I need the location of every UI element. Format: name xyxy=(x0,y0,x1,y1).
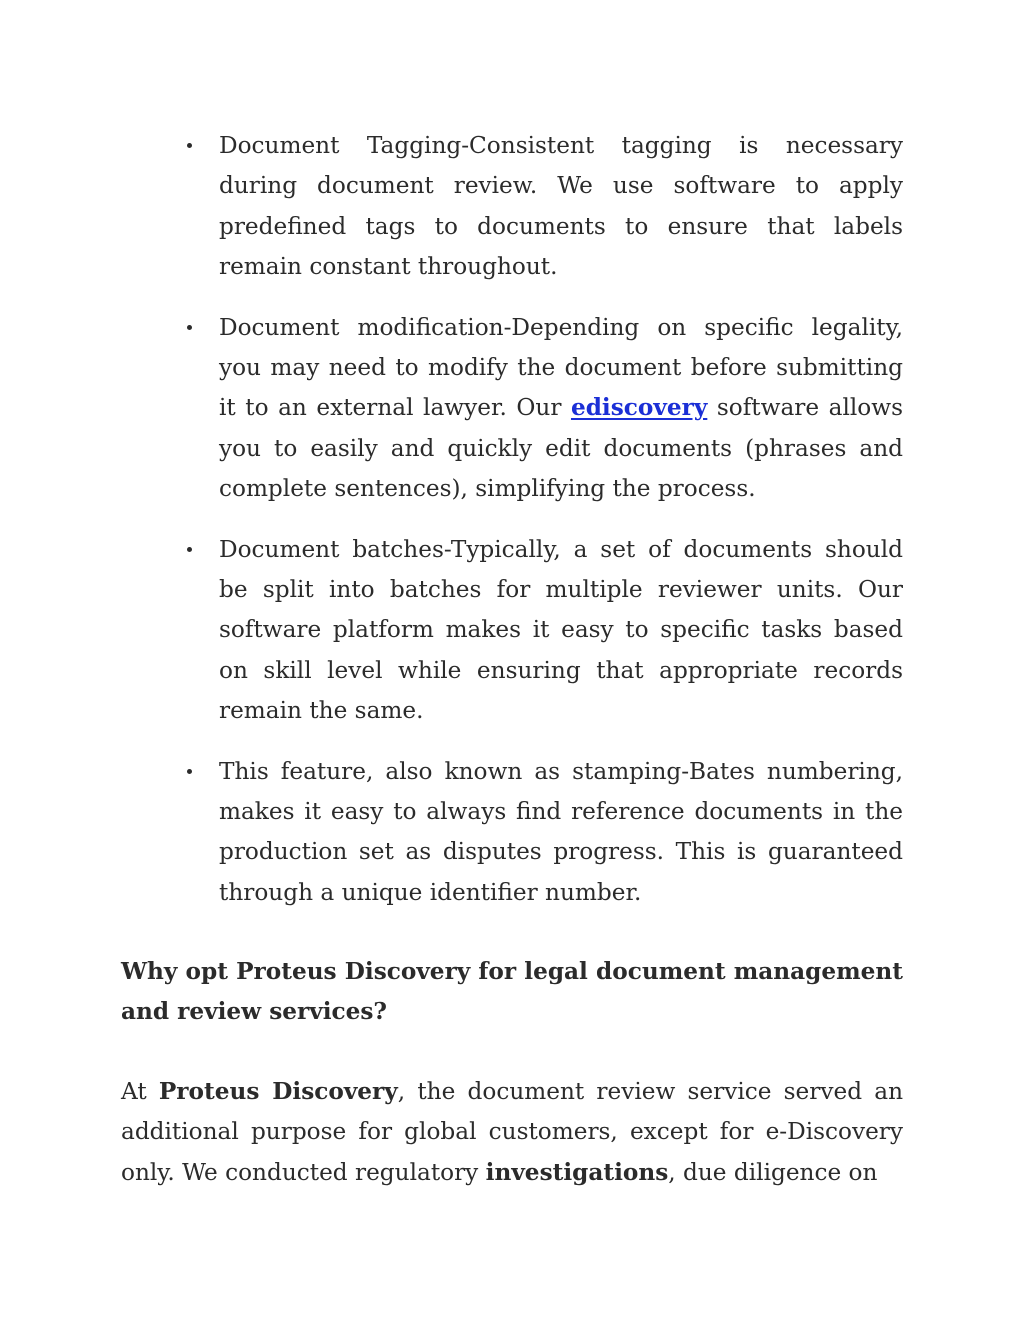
body-paragraph xyxy=(121,1072,903,1193)
list-item-text: Document batches-Typically, a set of documents should be split into batches for multiple reviewer units. Our software platform makes it easy to specific tasks based on skill level while ensuring that appropriate records remain the same. xyxy=(219,535,903,724)
list-item-text: software allows you to easily and quickly edit documents (phrases and complete sentences), simplifying the process. xyxy=(219,394,903,502)
list-item-text: Document Tagging-Consistent tagging is necessary during document review. We use software to apply predefined tags to documents to ensure that labels remain constant throughout. xyxy=(219,132,903,280)
bullet-icon xyxy=(187,143,192,148)
investigations-term: investigations xyxy=(485,1158,669,1186)
list-item xyxy=(219,530,903,731)
bullet-icon xyxy=(187,769,192,774)
bullet-list xyxy=(0,126,1024,933)
list-item xyxy=(219,126,903,287)
ediscovery-link[interactable]: ediscovery xyxy=(570,394,708,422)
list-item-text: This feature, also known as stamping-Bates numbering, makes it easy to always find reference documents in the production set as disputes progress. This is guaranteed through a unique identifier number. xyxy=(219,757,903,906)
paragraph-text: At xyxy=(121,1078,159,1105)
paragraph-text: , due diligence on xyxy=(668,1158,878,1186)
list-item xyxy=(219,752,903,913)
list-item xyxy=(219,308,903,509)
bullet-icon xyxy=(187,547,192,552)
section-heading: Why opt Proteus Discovery for legal document management and review services? xyxy=(121,958,903,1026)
list-item-text: Document modification-Depending on specific legality, you may need to modify the document before submitting it to an external lawyer. Our xyxy=(219,313,903,422)
company-name: Proteus Discovery xyxy=(158,1078,398,1105)
bullet-icon xyxy=(187,325,192,330)
paragraph-text: , the document review service served an additional purpose for global customers, except for e-Discovery only. We conducted regulatory xyxy=(121,1078,903,1186)
